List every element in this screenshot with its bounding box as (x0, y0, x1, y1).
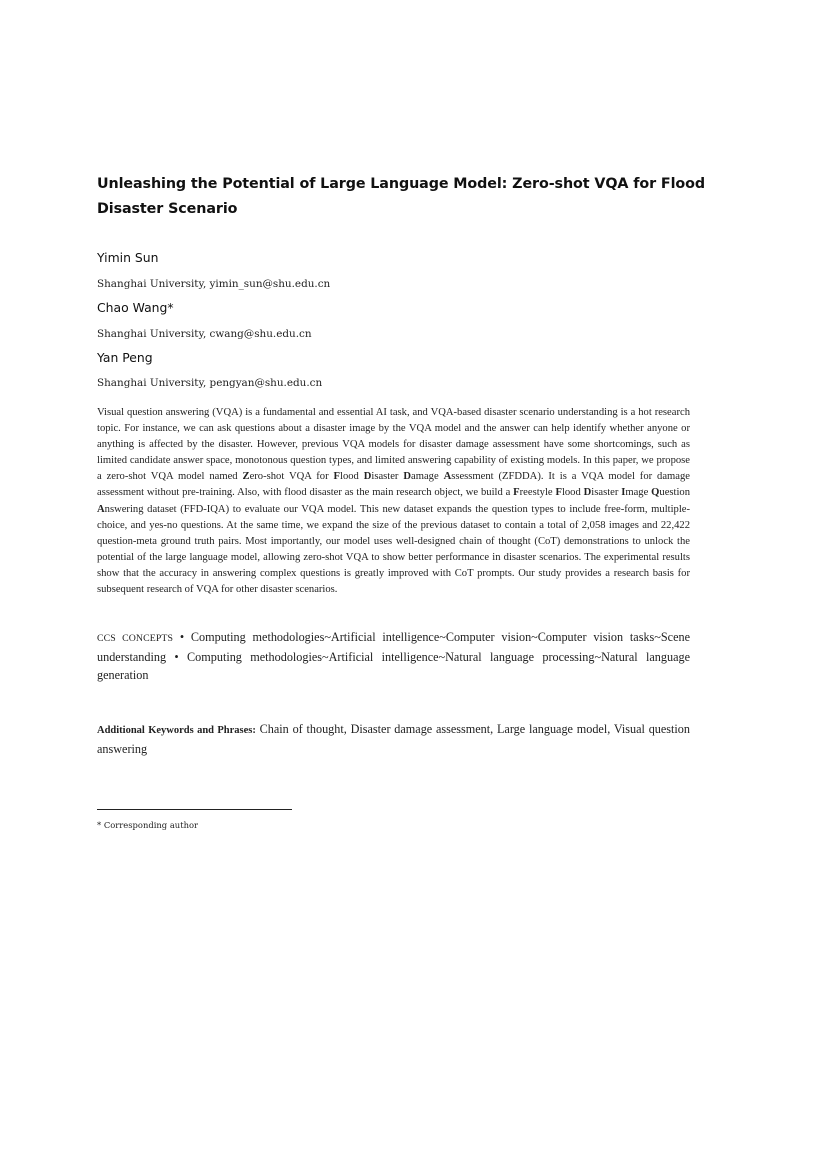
abstract-text: mage (625, 487, 652, 499)
author-name: Chao Wang* (97, 300, 174, 315)
abstract-text: isaster (591, 487, 622, 499)
keywords-label: Additional Keywords and Phrases: (97, 725, 256, 736)
keywords (97, 720, 690, 758)
abstract-text: lood (340, 471, 364, 483)
author-affiliation: Shanghai University, cwang@shu.edu.cn (97, 328, 312, 340)
abstract-text: (ZFDDA). It is a VQA model for damage assessment without pre-training. Also, with flood disaster as the main research object, we build a (97, 471, 690, 499)
author-affiliation: Shanghai University, yimin_sun@shu.edu.cn (97, 278, 331, 290)
abstract-text: dataset (FFD-IQA) to evaluate our VQA model. This new dataset expands the question types to include free-form, multiple-choice, and yes-no questions. At the same time, we expand the size of the previous dataset to contain a total of 2,058 images and 22,422 question-meta ground truth pairs. Most importantly, our model uses well-designed chain of thought (CoT) demonstrations to unlock the potential of the large language model, allowing zero-shot VQA to show better performance in disaster scenarios. The experimental results show that the accuracy in answering complex questions is greatly improved with CoT prompts. Our study provides a research basis for subsequent research of VQA for other disaster scenarios. (97, 503, 690, 596)
acronym-letter: F (333, 471, 340, 483)
abstract (97, 405, 690, 598)
ccs-label: CCS CONCEPTS (97, 633, 174, 644)
acronym-letter: F (513, 487, 520, 499)
footnote-rule (97, 809, 292, 810)
author-name: Yan Peng (97, 350, 153, 365)
abstract-text: lood (561, 487, 584, 499)
acronym-letter: F (555, 487, 562, 499)
abstract-text: nswering (104, 503, 144, 515)
abstract-text: ssessment (451, 471, 494, 483)
acronym-letter: A (443, 471, 452, 483)
abstract-text: uestion (659, 487, 690, 499)
footnote: * Corresponding author (97, 820, 199, 830)
abstract-text: Visual question answering (VQA) is a fundamental and essential AI task, and VQA-based disaster scenario understanding is a hot research topic. For instance, we can ask questions about a disaster image by the VQA model and the answer can help identify whether anyone or anything is affected by the disaster. However, previous VQA models for disaster damage assessment have some shortcomings, such as limited candidate answer space, monotonous question types, and limited answering capability of existing models. In this paper, we propose a zero-shot VQA model named (97, 407, 690, 483)
acronym-letter: Q (651, 487, 660, 499)
paper-title: Unleashing the Potential of Large Language Model: Zero-shot VQA for Flood Disaster Scenario (97, 176, 705, 217)
author-name: Yimin Sun (97, 250, 159, 265)
acronym-letter: D (403, 471, 412, 483)
acronym-letter: D (363, 471, 372, 483)
abstract-text: ero-shot VQA for (249, 471, 334, 483)
acronym-letter: D (583, 487, 592, 499)
abstract-text: reestyle (519, 487, 556, 499)
abstract-text: amage (411, 471, 444, 483)
acronym-letter: I (621, 487, 626, 499)
keywords-text: Chain of thought, Disaster damage assessment, Large language model, Visual question answering (97, 722, 690, 756)
ccs-concepts (97, 628, 690, 684)
acronym-letter: A (97, 503, 105, 515)
ccs-text: • Computing methodologies~Artificial intelligence~Computer vision~Computer vision tasks~Scene understanding • Computing methodologies~Artificial intelligence~Natural language processing~Natural language generation (97, 630, 690, 682)
acronym-letter: Z (242, 471, 250, 483)
abstract-text: isaster (371, 471, 404, 483)
author-affiliation: Shanghai University, pengyan@shu.edu.cn (97, 377, 323, 389)
